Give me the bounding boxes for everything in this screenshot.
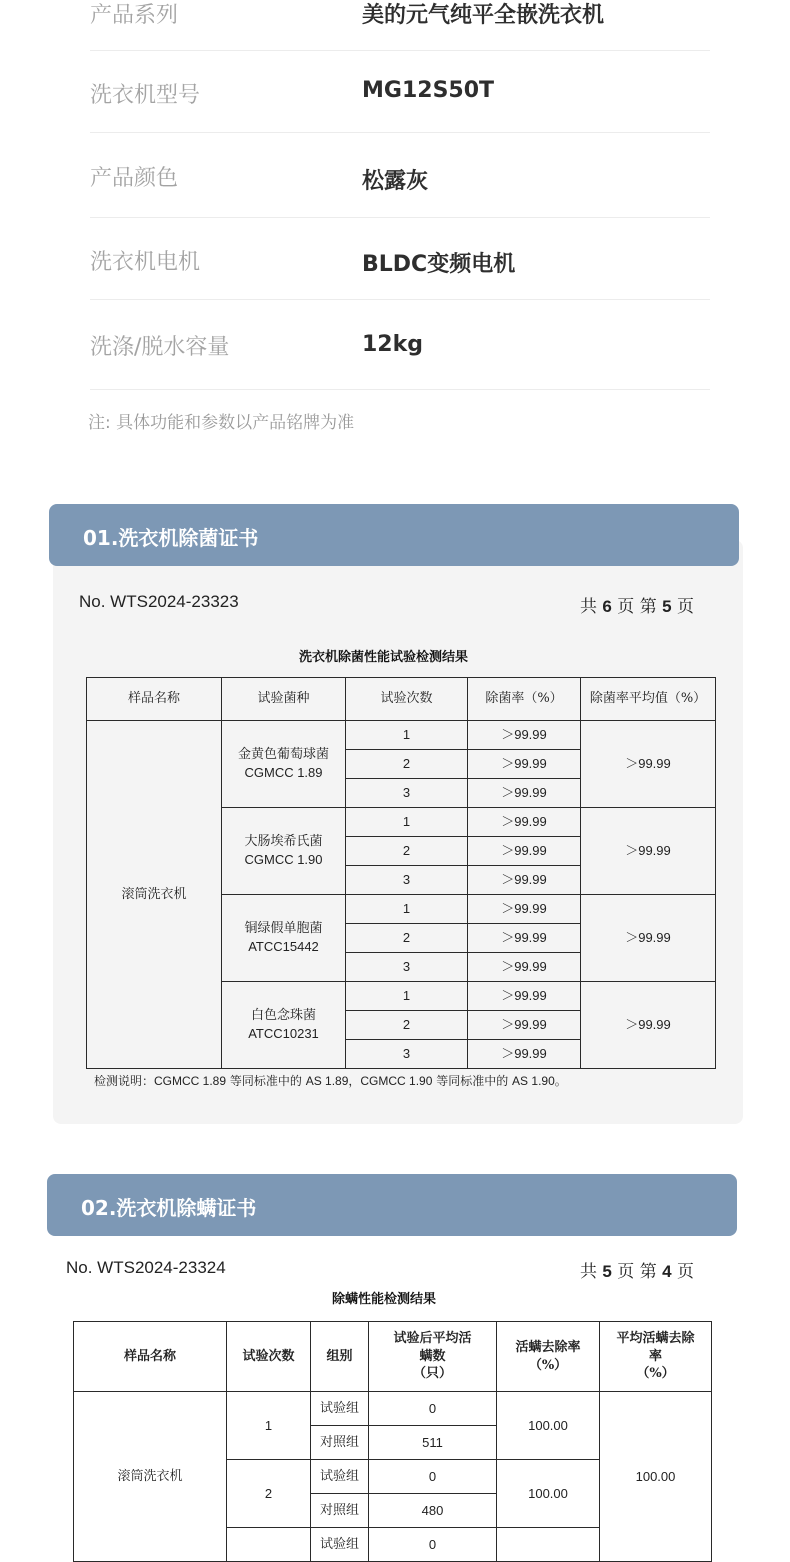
run-cell: 3 xyxy=(346,866,468,895)
spec-value: BLDC变频电机 xyxy=(362,252,516,277)
group-cell: 试验组 xyxy=(311,1528,369,1562)
page-total-suffix: 页 xyxy=(617,1262,635,1282)
run-cell: 1 xyxy=(346,982,468,1011)
count-cell: 0 xyxy=(369,1528,497,1562)
run-cell: 3 xyxy=(346,953,468,982)
avg-rate-cell: ＞99.99 xyxy=(581,982,716,1069)
rate-cell: ＞99.99 xyxy=(468,837,581,866)
run-cell xyxy=(227,1528,311,1562)
run-cell: 1 xyxy=(346,721,468,750)
rate-cell: ＞99.99 xyxy=(468,1040,581,1069)
run-cell: 1 xyxy=(346,895,468,924)
strain-code: ATCC10231 xyxy=(248,1026,319,1041)
table-header-row xyxy=(74,1322,712,1392)
run-cell: 2 xyxy=(227,1460,311,1528)
column-header: 试验次数 xyxy=(227,1322,311,1392)
column-header xyxy=(600,1322,712,1392)
table-header-row xyxy=(87,678,716,721)
header-line: （只） xyxy=(412,1366,452,1382)
rate-cell: ＞99.99 xyxy=(468,721,581,750)
group-cell: 对照组 xyxy=(311,1494,369,1528)
spec-value: 美的元气纯平全嵌洗衣机 xyxy=(362,3,605,28)
cert2-report-number: No. WTS2024-23324 xyxy=(66,1258,226,1277)
spec-list xyxy=(90,0,710,392)
cert2-header xyxy=(47,1174,737,1236)
cert2-page-info xyxy=(580,1257,694,1282)
run-cell: 1 xyxy=(227,1392,311,1460)
count-cell: 480 xyxy=(369,1494,497,1528)
column-header: 样品名称 xyxy=(74,1322,227,1392)
avg-rate-cell: ＞99.99 xyxy=(581,895,716,982)
rate-cell: ＞99.99 xyxy=(468,1011,581,1040)
cert1-report-title: 洗衣机除菌性能试验检测结果 xyxy=(299,650,469,665)
strain-name: 大肠埃希氏菌 xyxy=(244,834,323,850)
run-cell: 2 xyxy=(346,1011,468,1040)
column-header xyxy=(497,1322,600,1392)
strain-cell xyxy=(222,982,346,1069)
page-current-suffix: 页 xyxy=(676,1262,694,1282)
page-total: 5 xyxy=(602,1262,612,1281)
cert1-page-info xyxy=(580,592,694,617)
sterilization-result-table xyxy=(86,677,716,1069)
rate-cell: ＞99.99 xyxy=(468,808,581,837)
footnote-label: 检测说明： xyxy=(94,1074,155,1088)
cert1-report-number: No. WTS2024-23323 xyxy=(79,592,239,611)
strain-name: 金黄色葡萄球菌 xyxy=(237,747,329,763)
column-header: 除菌率（%） xyxy=(468,678,581,721)
count-cell: 0 xyxy=(369,1392,497,1426)
rate-cell: ＞99.99 xyxy=(468,982,581,1011)
header-line: （%） xyxy=(636,1366,675,1382)
mite-result-table xyxy=(73,1321,712,1562)
cert1-header-title: 01.洗衣机除菌证书 xyxy=(83,526,259,550)
header-line: 活螨去除率 xyxy=(515,1339,581,1355)
spec-row-series xyxy=(90,0,710,51)
cert1-header xyxy=(49,504,739,566)
page-current: 5 xyxy=(662,597,672,616)
header-line: 试验后平均活 xyxy=(393,1331,472,1347)
run-cell: 2 xyxy=(346,837,468,866)
strain-code: CGMCC 1.90 xyxy=(244,852,323,867)
footnote-part: 等同标准中的 xyxy=(226,1074,306,1088)
page-total-prefix: 共 xyxy=(580,597,597,617)
header-line: 平均活螨去除 xyxy=(616,1331,695,1347)
rate-cell xyxy=(497,1528,600,1562)
group-cell: 试验组 xyxy=(311,1460,369,1494)
spec-label: 产品颜色 xyxy=(90,166,179,191)
sample-name-cell: 滚筒洗衣机 xyxy=(74,1392,227,1562)
table-row xyxy=(74,1392,712,1426)
page-total-prefix: 共 xyxy=(580,1262,597,1282)
page-current-prefix: 第 xyxy=(639,1262,657,1282)
cert1-footnote xyxy=(94,1072,567,1089)
spec-value: 12kg xyxy=(362,332,423,357)
column-header: 样品名称 xyxy=(87,678,222,721)
footnote-part: 等同标准中的 xyxy=(432,1074,513,1088)
header-line: 率 xyxy=(648,1348,662,1364)
spec-row-capacity xyxy=(90,299,710,390)
avg-rate-cell: ＞99.99 xyxy=(581,721,716,808)
page-total: 6 xyxy=(602,597,612,616)
run-cell: 2 xyxy=(346,750,468,779)
header-line: （%） xyxy=(528,1357,568,1373)
rate-cell: 100.00 xyxy=(497,1460,600,1528)
page-total-suffix: 页 xyxy=(617,597,635,617)
run-cell: 3 xyxy=(346,1040,468,1069)
spec-label: 洗衣机型号 xyxy=(90,83,201,108)
rate-cell: 100.00 xyxy=(497,1392,600,1460)
group-cell: 试验组 xyxy=(311,1392,369,1426)
column-header: 组别 xyxy=(311,1322,369,1392)
cert2-header-title: 02.洗衣机除螨证书 xyxy=(81,1196,257,1220)
footnote-part: AS 1.90。 xyxy=(512,1074,567,1088)
group-cell: 对照组 xyxy=(311,1426,369,1460)
spec-row-color xyxy=(90,132,710,218)
page-current: 4 xyxy=(662,1262,672,1281)
run-cell: 2 xyxy=(346,924,468,953)
strain-name: 铜绿假单胞菌 xyxy=(244,921,323,937)
footnote-part: AS 1.89，CGMCC 1.90 xyxy=(305,1074,433,1088)
rate-cell: ＞99.99 xyxy=(468,953,581,982)
spec-value: 松露灰 xyxy=(362,169,429,194)
rate-cell: ＞99.99 xyxy=(468,866,581,895)
column-header: 试验菌种 xyxy=(222,678,346,721)
rate-cell: ＞99.99 xyxy=(468,895,581,924)
column-header: 试验次数 xyxy=(346,678,468,721)
column-header xyxy=(369,1322,497,1392)
spec-note: 注: 具体功能和参数以产品铭牌为准 xyxy=(88,413,355,433)
sample-name-cell: 滚筒洗衣机 xyxy=(87,721,222,1069)
strain-cell xyxy=(222,808,346,895)
strain-cell xyxy=(222,895,346,982)
cert2-report-title: 除螨性能检测结果 xyxy=(332,1292,437,1307)
spec-label: 产品系列 xyxy=(90,3,179,28)
avg-rate-cell: 100.00 xyxy=(600,1392,712,1562)
spec-row-model xyxy=(90,50,710,133)
spec-value: MG12S50T xyxy=(362,78,495,103)
avg-rate-cell: ＞99.99 xyxy=(581,808,716,895)
spec-row-motor xyxy=(90,217,710,300)
footnote-part: CGMCC 1.89 xyxy=(154,1074,227,1088)
rate-cell: ＞99.99 xyxy=(468,779,581,808)
strain-name: 白色念珠菌 xyxy=(250,1008,316,1024)
count-cell: 0 xyxy=(369,1460,497,1494)
column-header: 除菌率平均值（%） xyxy=(581,678,716,721)
page-current-prefix: 第 xyxy=(639,597,657,617)
strain-cell xyxy=(222,721,346,808)
rate-cell: ＞99.99 xyxy=(468,924,581,953)
strain-code: CGMCC 1.89 xyxy=(244,765,323,780)
strain-code: ATCC15442 xyxy=(248,939,319,954)
spec-label: 洗衣机电机 xyxy=(90,250,201,275)
rate-cell: ＞99.99 xyxy=(468,750,581,779)
table-row xyxy=(87,721,716,750)
spec-label: 洗涤/脱水容量 xyxy=(90,335,230,360)
page-current-suffix: 页 xyxy=(676,597,694,617)
run-cell: 1 xyxy=(346,808,468,837)
header-line: 螨数 xyxy=(419,1348,446,1364)
run-cell: 3 xyxy=(346,779,468,808)
count-cell: 511 xyxy=(369,1426,497,1460)
